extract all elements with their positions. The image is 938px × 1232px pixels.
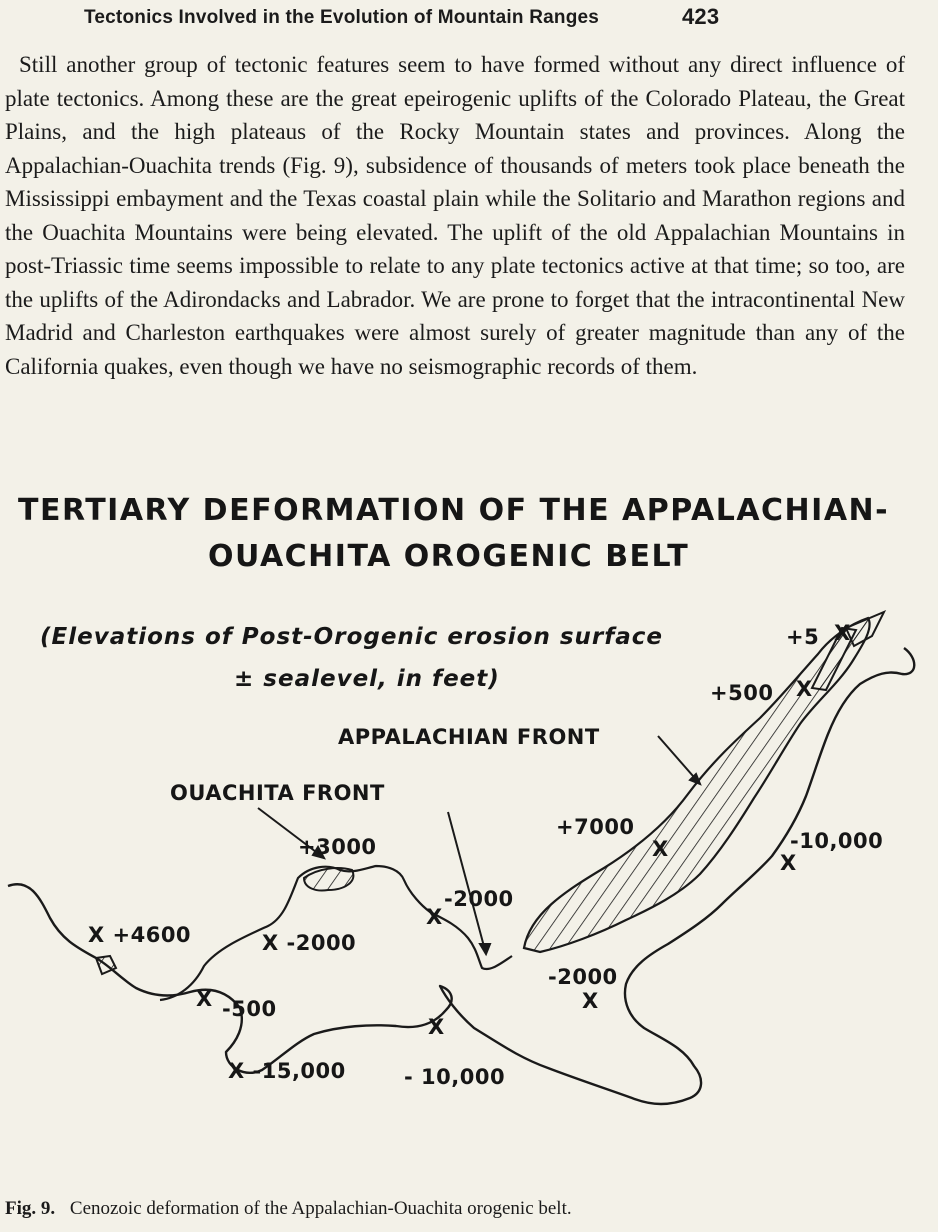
tectonic-map [0,478,938,1108]
appalachian-belt [524,618,870,952]
appalachian-front-label: APPALACHIAN FRONT [338,725,600,749]
running-title: Tectonics Involved in the Evolution of Mountain Ranges [84,7,600,28]
figure-subtitle-line1: (Elevations of Post-Orogenic erosion surface [40,624,663,650]
figure-9 [0,478,938,1108]
body-text [5,48,905,383]
elev-minus-2000-c: -2000 [548,965,618,989]
elev-minus-2000-b: X -2000 [262,931,357,955]
svg-text:X: X [582,989,599,1013]
svg-text:X: X [428,1015,445,1039]
svg-text:X: X [796,677,813,701]
figure-title-line1: TERTIARY DEFORMATION OF THE APPALACHIAN- [18,493,890,528]
caption-fig-number: Fig. 9. [5,1198,56,1219]
figure-caption [5,1198,905,1220]
body-paragraph: Still another group of tectonic features seem to have formed without any direct influence of plate tectonics. Among these are the great epeirogenic uplifts of the Colorado Plateau, the Great Plains, and the high plateaus of the Rocky Mountain states and provinces. Along the Appalachian-Ouachita trends (Fig. 9), subsidence of thousands of meters took place beneath the Mississippi embayment and the Texas coastal plain while the Solitario and Marathon regions and the Ouachita Mountains were being elevated. The uplift of the old Appalachian Mountains in post-Triassic time seems impossible to relate to any plate tectonics active at that time; so too, are the uplifts of the Adirondacks and Labrador. We are prone to forget that the intracontinental New Madrid and Charleston earthquakes were almost surely of greater magnitude than any of the California quakes, even though we have no seismographic records of them. [5,52,905,379]
caption-text: Cenozoic deformation of the Appalachian-Ouachita orogenic belt. [69,1198,572,1219]
ouachita-front-label: OUACHITA FRONT [170,781,385,805]
elev-plus-5: +5 [786,625,820,649]
svg-text:X: X [652,837,669,861]
elev-plus-4600: X +4600 [88,923,192,947]
page-number: 423 [682,4,720,29]
running-head [84,4,784,32]
elev-minus-10000-south: - 10,000 [404,1065,506,1089]
svg-text:X: X [834,621,851,645]
svg-text:X: X [780,851,797,875]
northern-strip-b [846,612,884,646]
figure-title-line2: OUACHITA OROGENIC BELT [208,539,690,574]
elev-plus-500: +500 [710,681,774,705]
elev-minus-500: -500 [222,997,277,1021]
elev-minus-15000: X -15,000 [228,1059,346,1083]
elev-plus-3000: +3000 [298,835,377,859]
elev-plus-7000: +7000 [556,815,635,839]
elev-minus-2000-a: -2000 [444,887,514,911]
svg-text:X: X [426,905,443,929]
elev-minus-10000-east: -10,000 [790,829,884,853]
svg-text:X: X [196,987,213,1011]
figure-subtitle-line2: ± sealevel, in feet) [234,666,500,692]
ouachita-uplift [304,868,353,890]
